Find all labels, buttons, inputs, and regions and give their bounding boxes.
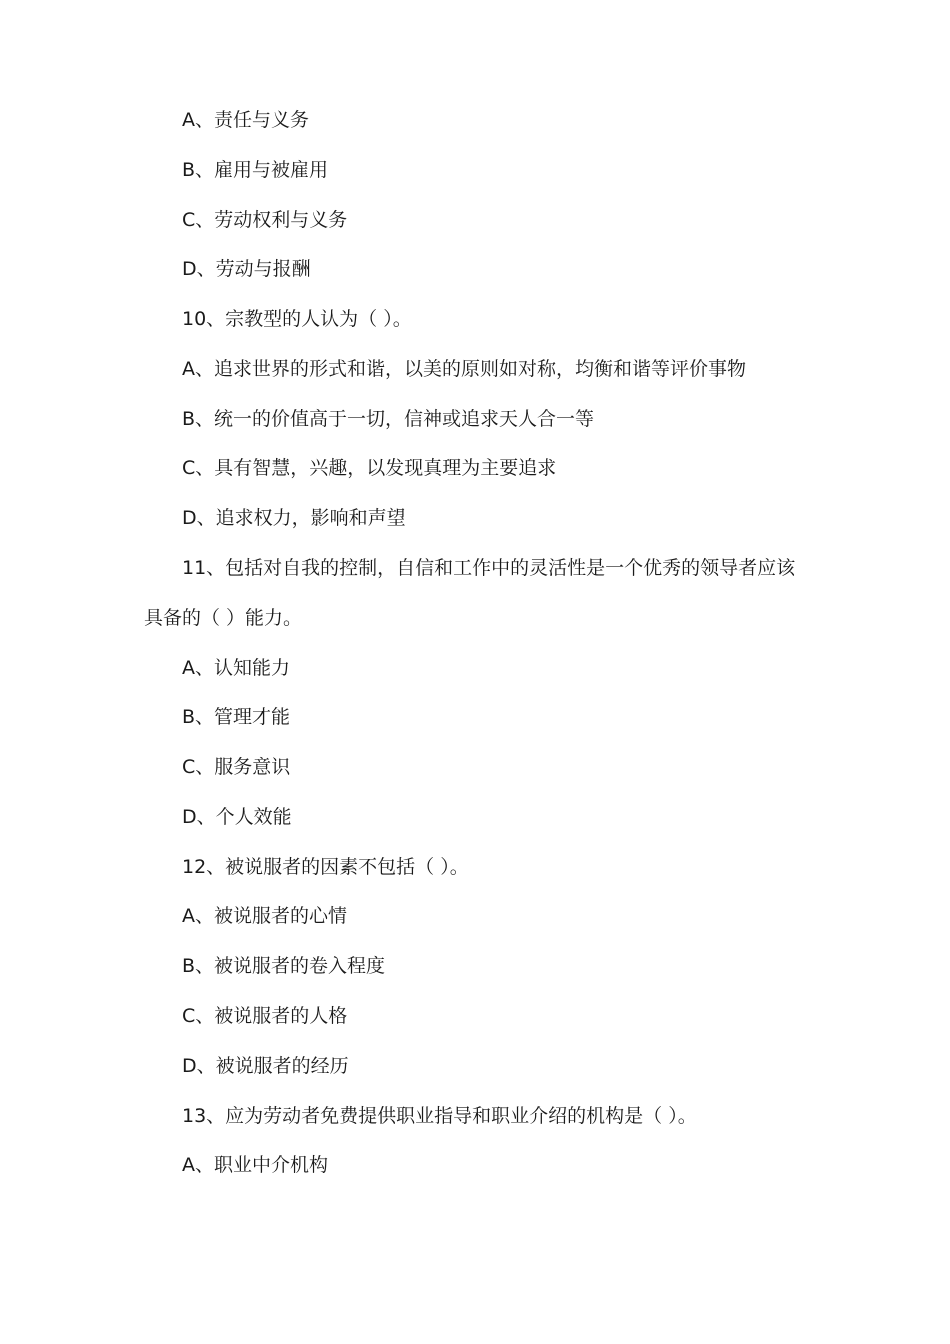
question-12: 12、被说服者的因素不包括（ ）。	[182, 856, 469, 878]
option-10d: D、追求权力，影响和声望	[182, 507, 406, 529]
option-10b: B、统一的价值高于一切，信神或追求天人合一等	[182, 408, 595, 430]
option-12c: C、被说服者的人格	[182, 1005, 348, 1027]
option-9c: C、劳动权利与义务	[182, 209, 348, 231]
option-10c: C、具有智慧，兴趣，以发现真理为主要追求	[182, 457, 557, 479]
option-9b: B、雇用与被雇用	[182, 159, 329, 181]
question-13: 13、应为劳动者免费提供职业指导和职业介绍的机构是（ ）。	[182, 1105, 697, 1127]
option-13a: A、职业中介机构	[182, 1154, 328, 1176]
option-12b: B、被说服者的卷入程度	[182, 955, 386, 977]
option-10a: A、追求世界的形式和谐，以美的原则如对称，均衡和谐等评价事物	[182, 358, 746, 380]
option-9a: A、责任与义务	[182, 109, 309, 131]
option-11c: C、服务意识	[182, 756, 291, 778]
question-11-continued: 具备的（ ）能力。	[144, 607, 303, 629]
question-11: 11、包括对自我的控制，自信和工作中的灵活性是一个优秀的领导者应该	[182, 557, 796, 579]
option-11a: A、认知能力	[182, 657, 290, 679]
question-10: 10、宗教型的人认为（ ）。	[182, 308, 412, 330]
option-12a: A、被说服者的心情	[182, 905, 347, 927]
option-11b: B、管理才能	[182, 706, 291, 728]
option-11d: D、个人效能	[182, 806, 292, 828]
option-12d: D、被说服者的经历	[182, 1055, 349, 1077]
option-9d: D、劳动与报酬	[182, 258, 311, 280]
